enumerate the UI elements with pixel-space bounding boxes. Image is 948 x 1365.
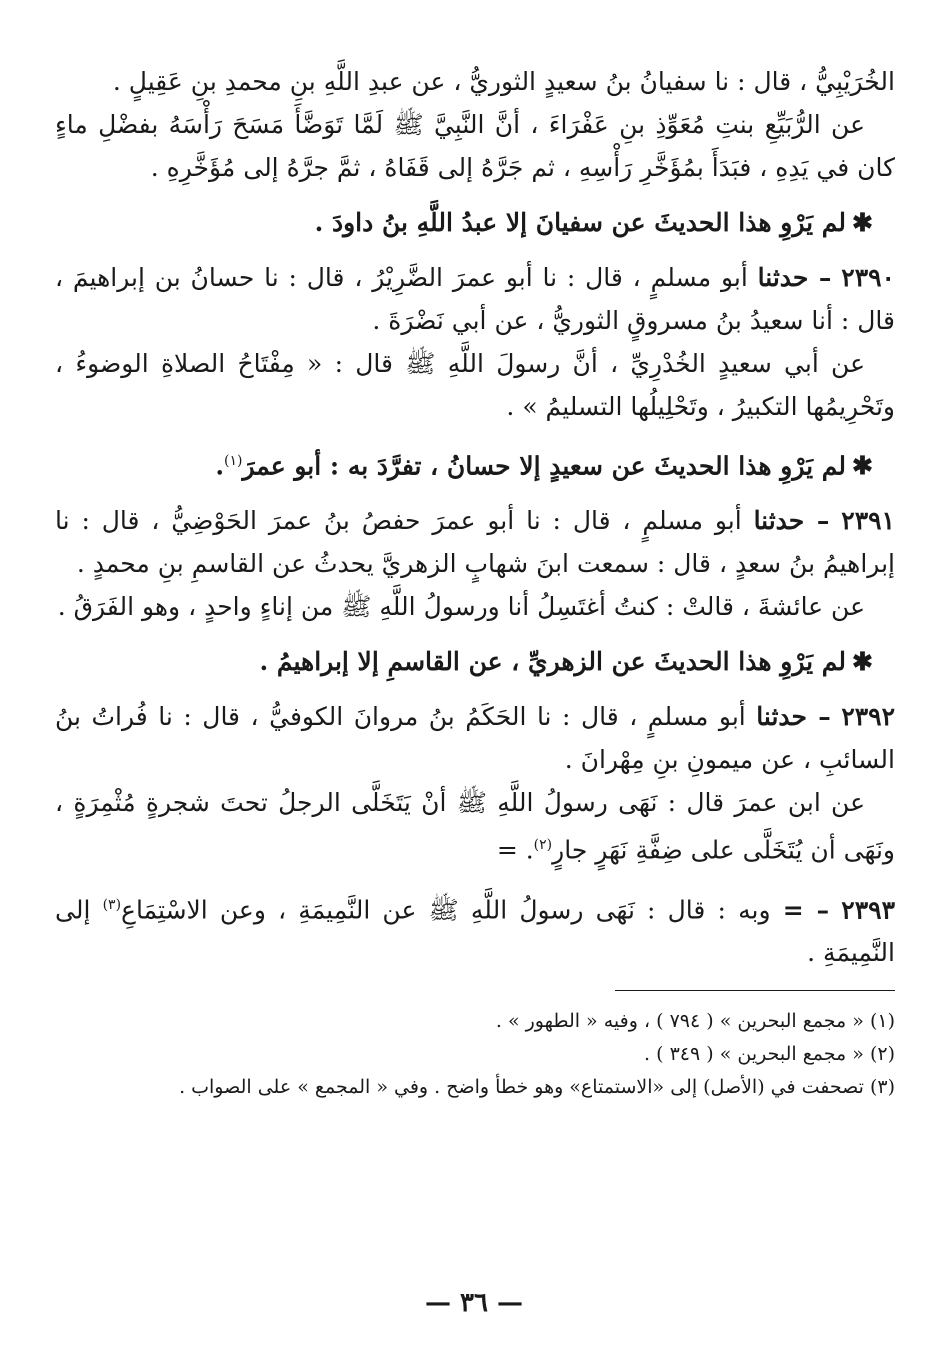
asterisk-icon: ✱: [852, 451, 873, 481]
note-text: لم يَرْوِ هذا الحديثَ عن الزهريِّ ، عن القاسمِ إلا إبراهيمُ .: [259, 647, 847, 677]
matn-text: عن ابن عمرَ قال : نَهَى رسولُ اللَّهِ ﷺ أنْ يَتَخَلَّى الرجلُ تحتَ شجرةٍ مُثْمِرَةٍ ، ونَهَى أن يُتَخَلَّى على ضِفَّةِ نَهَرٍ جارٍ: [55, 788, 895, 865]
note-2391: [55, 640, 895, 683]
footnote-3: (٣) تصحفت في (الأصل) إلى «الاستمتاع» وهو خطأ واضح . وفي « المجمع » على الصواب .: [179, 1075, 895, 1098]
isnad-text: أبو مسلمٍ ، قال : نا أبو عمرَ الضَّرِيْرُ ، قال : نا حسانُ بن إبراهيمَ ، قال : أنا سعيدُ بنُ مسروقٍ الثوريُّ ، عن أبي نَضْرَةَ .: [55, 263, 895, 335]
hadith-number: ٢٣٩٣: [841, 894, 895, 924]
footnote-ref: (٢): [533, 837, 553, 854]
note-2389: [55, 201, 895, 244]
hadith-number: ٢٣٩٠: [841, 263, 895, 292]
hadith-keyword: – حدثنا: [753, 506, 830, 536]
isnad-text: أبو مسلمٍ ، قال : نا الحَكَمُ بنُ مروانَ الكوفيُّ ، قال : نا فُراتُ بنُ السائبِ ، عن ميمونِ بنِ مِهْرانَ .: [55, 702, 895, 775]
hadith-number: ٢٣٩١: [841, 506, 895, 536]
footnote-divider: [615, 990, 895, 991]
hadith-text: وبه : قال : نَهَى رسولُ اللَّهِ ﷺ عن النَّمِيمَةِ ، وعن الاسْتِمَاعِ: [121, 894, 771, 924]
hadith-keyword: – حدثنا: [756, 702, 831, 732]
footnote-ref: (٣): [102, 896, 122, 913]
page-number: — ٣٦ —: [424, 1288, 524, 1318]
hadith-2392-isnad: [55, 695, 895, 781]
hadith-keyword: – حدثنا: [757, 263, 832, 292]
footnote-ref: (١): [224, 453, 243, 469]
hadith-2391-matn: عن عائشةَ ، قالتْ : كنتُ أغتَسِلُ أنا ورسولُ اللَّهِ ﷺ من إناءٍ واحدٍ ، وهو الفَرَقُ .: [57, 592, 865, 622]
hadith-2393: [55, 884, 895, 974]
footnote-1: (١) « مجمع البحرين » ( ٧٩٤ ) ، وفيه « الطهور » .: [495, 1009, 895, 1032]
isnad-text: أبو مسلمٍ ، قال : نا أبو عمرَ حفصُ بنُ عمرَ الحَوْضِيُّ ، قال : نا إبراهيمُ بنُ سعدٍ ، قال : سمعت ابنَ شهابٍ الزهريَّ يحدثُ عن القاسمِ بنِ محمدٍ .: [55, 506, 895, 579]
asterisk-icon: ✱: [852, 208, 873, 237]
hadith-2390-matn: عن أبي سعيدٍ الخُدْرِيِّ ، أنَّ رسولَ اللَّهِ ﷺ قال : « مِفْتَاحُ الصلاةِ الوضوءُ ، وتَحْرِيمُها التكبيرُ ، وتَحْلِيلُها التسليمُ » .: [55, 349, 895, 421]
paragraph-isnad-2389: الخُرَيْبِيُّ ، قال : نا سفيانُ بنُ سعيدٍ الثوريُّ ، عن عبدِ اللَّهِ بنِ محمدِ بنِ عَقِيلٍ .: [112, 67, 895, 96]
page-body: [55, 60, 895, 1104]
note-2390: ✱لم يَرْوِ هذا الحديثَ عن سعيدٍ إلا حسانُ ، تفرَّدَ به : أبو عمرَ$^{(١)}$.: [215, 451, 873, 481]
hadith-2392-matn: [55, 781, 895, 871]
hadith-text-end: إلى النَّمِيمَةِ .: [55, 894, 895, 967]
note-text: لم يَرْوِ هذا الحديثَ عن سفيانَ إلا عبدُ اللَّهِ بنُ داودَ .: [314, 208, 847, 237]
paragraph-matn-2389: عن الرُّبَيِّعِ بنتِ مُعَوِّذِ بنِ عَفْرَاءَ ، أنَّ النَّبِيَّ ﷺ لَمَّا تَوَضَّأَ مَسَحَ رَأْسَهُ بفضْلِ ماءٍ كان في يَدِهِ ، فبَدَأَ بمُؤَخَّرِ رَأْسِهِ ، ثم جَرَّهُ إلى قَفَاهُ ، ثمَّ جرَّهُ إلى مُؤَخَّرِهِ .: [55, 110, 895, 182]
hadith-keyword: – =: [782, 894, 830, 924]
note-text: لم يَرْوِ هذا الحديثَ عن سعيدٍ إلا حسانُ ، تفرَّدَ به : أبو عمرَ: [242, 451, 847, 481]
hadith-2391-isnad: [55, 499, 895, 585]
footnote-2: (٢) « مجمع البحرين » ( ٣٤٩ ) .: [644, 1042, 895, 1065]
hadith-number: ٢٣٩٢: [841, 702, 896, 732]
asterisk-icon: ✱: [852, 647, 873, 677]
hadith-2390-isnad: [55, 256, 895, 342]
matn-tail: . =: [496, 835, 534, 865]
